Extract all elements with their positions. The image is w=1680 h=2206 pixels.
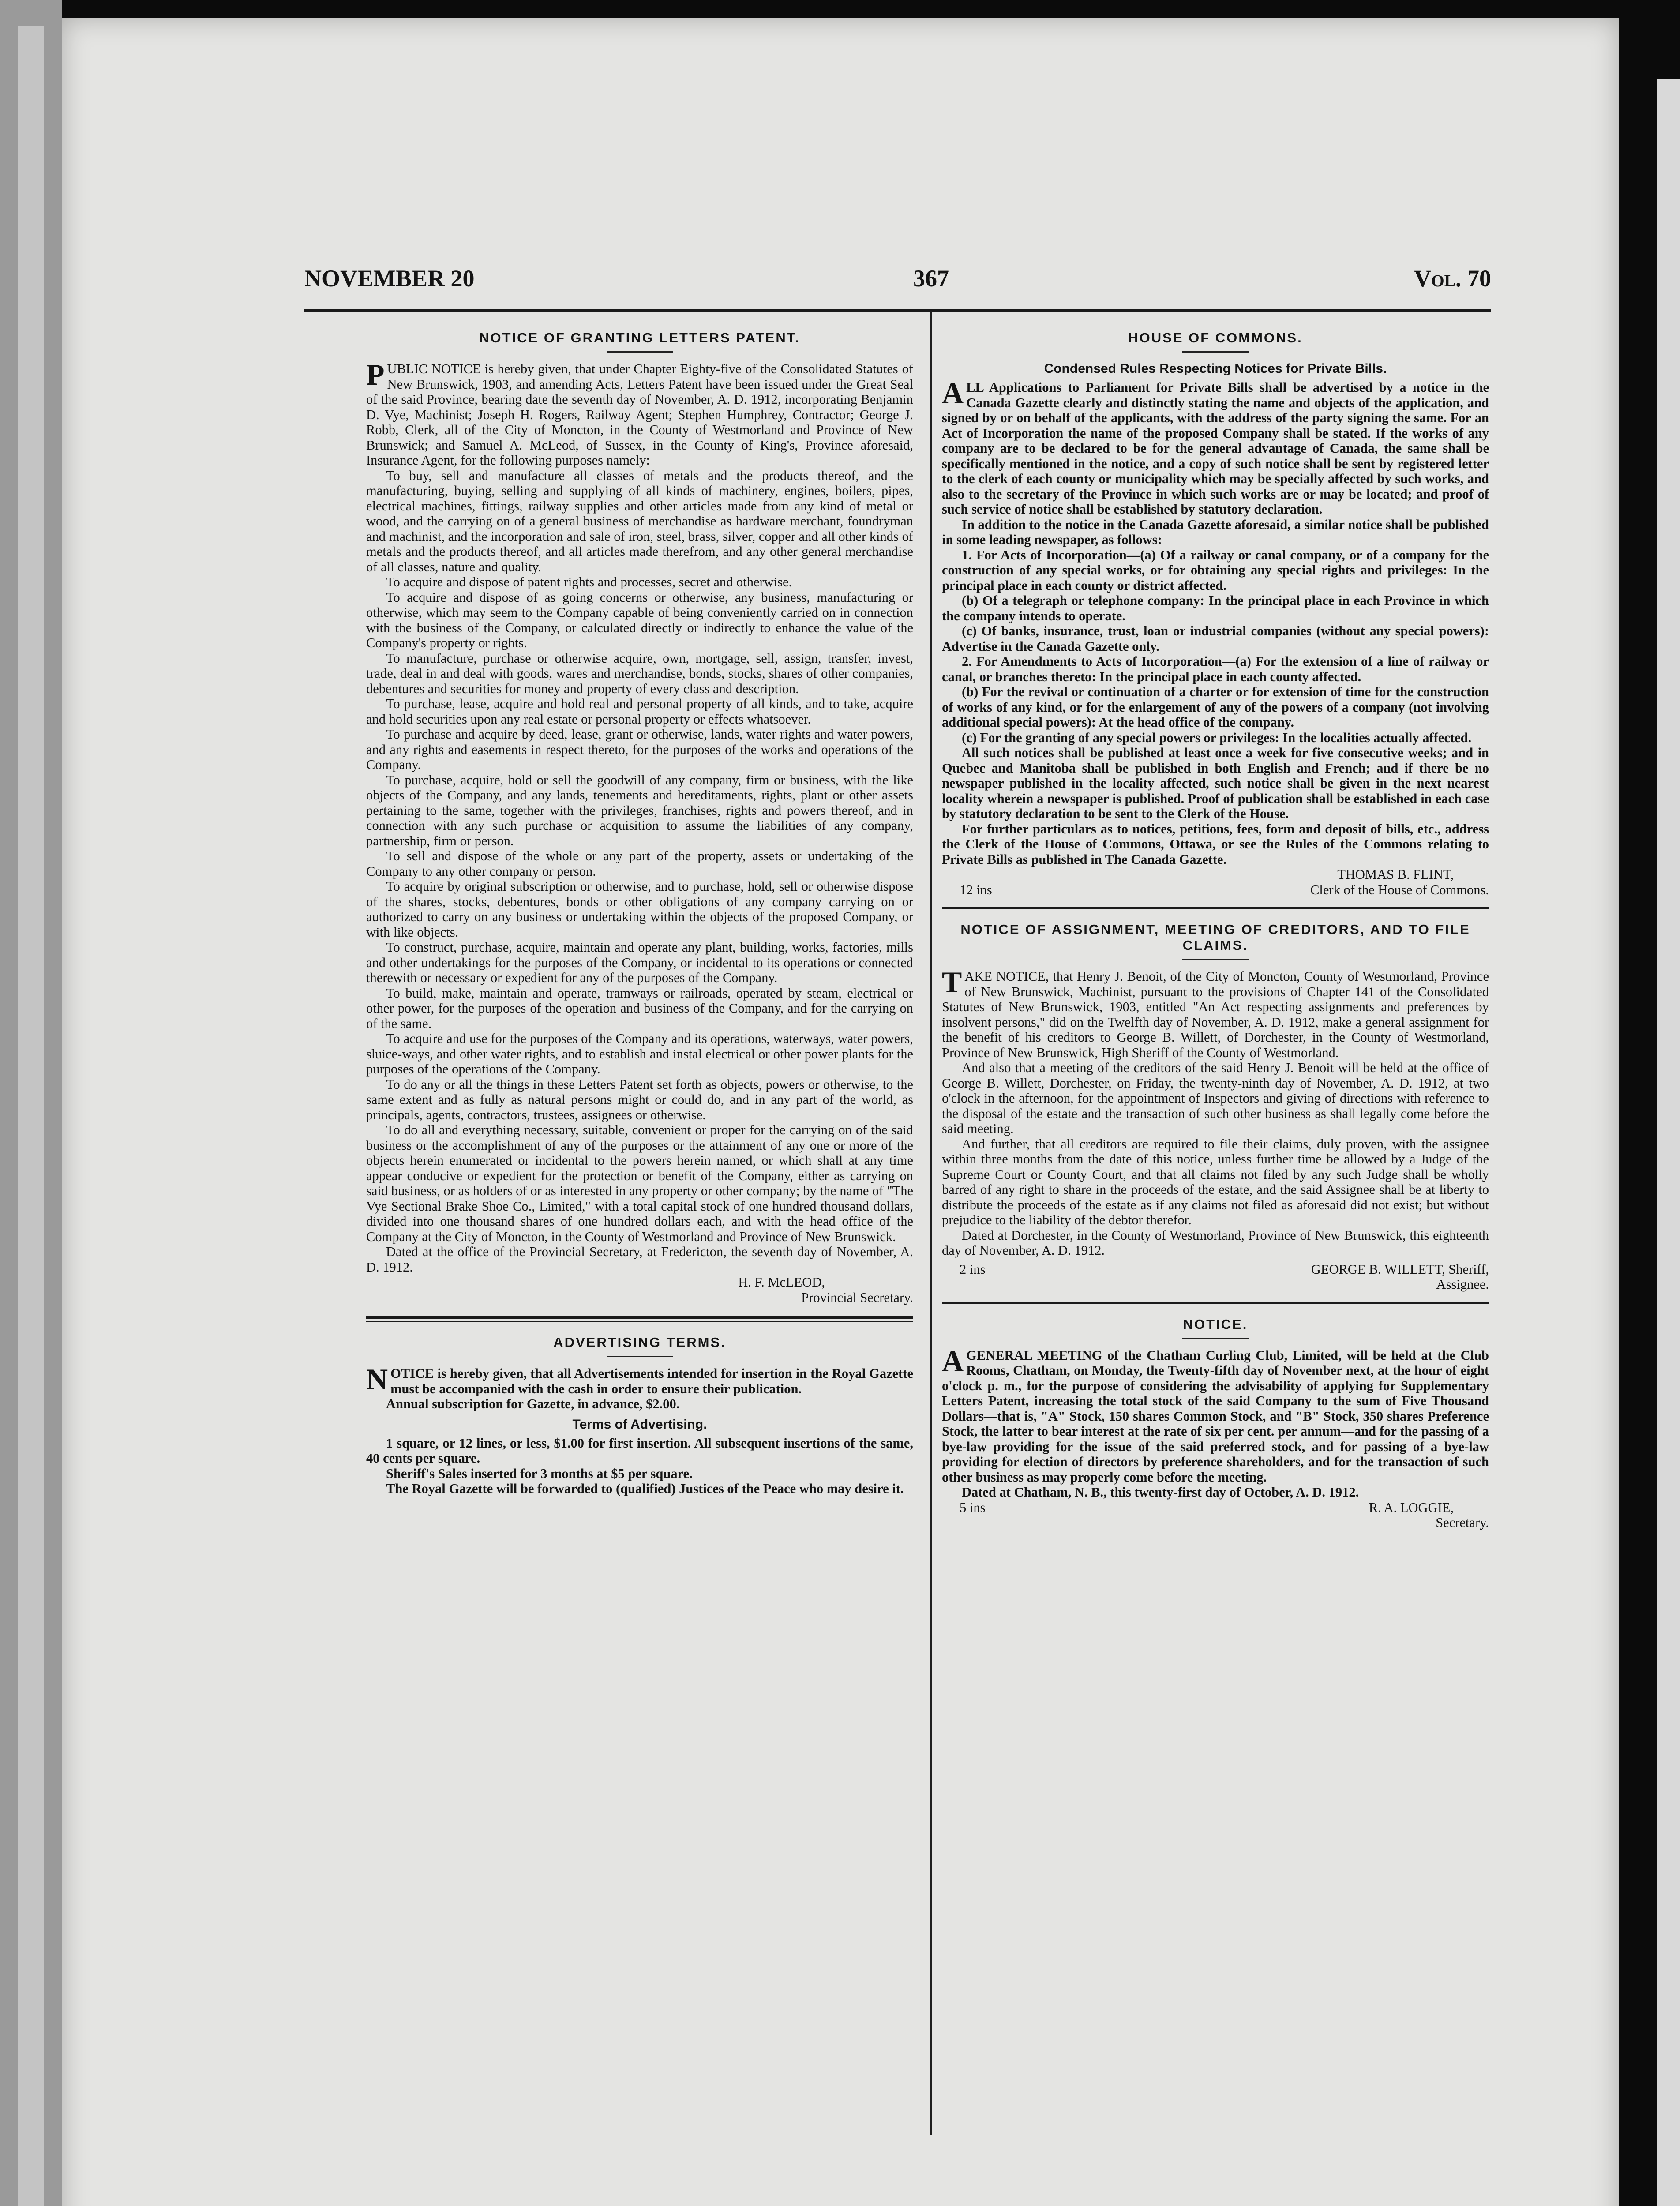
insertion-count: 12 ins bbox=[960, 882, 992, 897]
paragraph: To purchase, lease, acquire and hold real and personal property of all kinds, and to take, acquire and hold securities upon any real estate or personal property or effects whatsoever. bbox=[366, 696, 913, 727]
drop-cap: A bbox=[942, 1344, 964, 1378]
paragraph: To build, make, maintain and operate, tramways or railroads, operated by steam, electrical or other power, for the purposes of the operation and business of the Company, and for the carrying on of the same. bbox=[366, 985, 913, 1031]
title-rule bbox=[1182, 351, 1249, 353]
paragraph: 1. For Acts of Incorporation—(a) Of a railway or canal company, or of a company for the construction of any special works, or for obtaining any special rights and privileges: In the principal place in each county or district affected. bbox=[942, 547, 1489, 593]
section-subtitle: Condensed Rules Respecting Notices for Private Bills. bbox=[1044, 361, 1387, 376]
dated-line: Dated at Dorchester, in the County of Westmorland, Province of New Brunswick, this eighteenth day of November, A. D. 1912. bbox=[942, 1227, 1489, 1258]
paragraph: (b) For the revival or continuation of a charter or for extension of time for the construction of works of any kind, or for the enlargement of any of the powers of a company (not involving additional special powers): At the head office of the company. bbox=[942, 684, 1489, 730]
terms-line: Sheriff's Sales inserted for 3 months at $5 per square. bbox=[386, 1466, 693, 1481]
signer-name: R. A. LOGGIE, bbox=[1369, 1500, 1454, 1515]
paragraph: To acquire and use for the purposes of the Company and its operations, waterways, water powers, sluice-ways, and other water rights, and to establish and instal electrical or other power plants for the purposes of the operations of the Company. bbox=[366, 1031, 913, 1077]
terms-subheading: Terms of Advertising. bbox=[572, 1417, 707, 1432]
intro-paragraph: TAKE NOTICE, that Henry J. Benoit, of the City of Moncton, County of Westmorland, Province of New Brunswick, Machinist, pursuant to the provisions of Chapter 141 of the Consolidated Statutes of New Brunswick, 1903, entitled "An Act respecting assignments and preferences by insolvent persons," did on the Twelfth day of November, A. D. 1912, make a general assignment for the benefit of his creditors to George B. Willett, of Dorchester, in the County of Westmorland, Province of New Brunswick, High Sheriff of the County of Westmorland. bbox=[942, 965, 1489, 1060]
notice-body bbox=[366, 358, 913, 1275]
section-title: NOTICE OF ASSIGNMENT, MEETING OF CREDITORS, AND TO FILE CLAIMS. bbox=[960, 922, 1470, 953]
section-divider bbox=[942, 1302, 1489, 1304]
paragraph: (c) For the granting of any special powers or privileges: In the localities actually affected. bbox=[962, 730, 1472, 745]
notice-body bbox=[366, 1362, 913, 1412]
paragraph: To do any or all the things in these Letters Patent set forth as objects, powers or otherwise, to the same extent and as fully as natural persons might or could do, and in any part of the world, as principals, agents, contractors, trustees, assignees or otherwise. bbox=[366, 1077, 913, 1122]
paragraph: All such notices shall be published at least once a week for five consecutive weeks; and in Quebec and Manitoba shall be published in both English and French; and if there be no newspaper published in the locality affected, such notice shall be given in the next nearest locality wherein a newspaper is published. Proof of publication shall be established in each case by statutory declaration to be sent to the Clerk of the House. bbox=[942, 745, 1489, 821]
paragraph: To construct, purchase, acquire, maintain and operate any plant, building, works, factories, mills and other undertakings for the purposes of the Company, or incidental to its operations or connected therewith or necessary or expedient for any of the purposes of the Company. bbox=[366, 940, 913, 985]
paragraph: For further particulars as to notices, petitions, fees, form and deposit of bills, etc., address the Clerk of the House of Commons, Ottawa, or see the Rules of the Commons relating to Private Bills as published in The Canada Gazette. bbox=[942, 821, 1489, 867]
terms-body bbox=[366, 1436, 913, 1497]
terms-line: 1 square, or 12 lines, or less, $1.00 for first insertion. All subsequent insertions of the same, 40 cents per square. bbox=[366, 1435, 913, 1466]
title-rule bbox=[1182, 1338, 1249, 1339]
section-title: NOTICE. bbox=[1183, 1316, 1248, 1332]
paragraph: (c) Of banks, insurance, trust, loan or industrial companies (without any special powers): Advertise in the Canada Gazette only. bbox=[942, 623, 1489, 654]
insertion-count: 5 ins bbox=[960, 1500, 986, 1515]
adjacent-page-shadow bbox=[18, 26, 44, 2206]
notice-body bbox=[942, 1344, 1489, 1500]
header-rule bbox=[304, 309, 1491, 312]
drop-cap: P bbox=[366, 358, 385, 391]
paragraph: To purchase, acquire, hold or sell the goodwill of any company, firm or business, with the like objects of the Company, and any lands, tenements and hereditaments, rights, plant or other assets pertaining to the same, together with the privileges, franchises, rights and powers thereof, and in connection with any such purchase or acquisition to assume the liabilities of any company, partnership, firm or person. bbox=[366, 772, 913, 848]
signer-title: Assignee. bbox=[1436, 1277, 1489, 1292]
intro-paragraph: ALL Applications to Parliament for Private Bills shall be advertised by a notice in the Canada Gazette clearly and distinctly stating the name and objects of the application, and signed by or on behalf of the applicants, with the address of the party signing the same. For an Act of Incorporation the name of the proposed Company shall be stated. If the works of any company are to be declared to be for the general advantage of Canada, the same shall be specifically mentioned in the notice, and a copy of such notice shall be sent by registered letter to the clerk of each county or municipality which may be specially affected by such works, and also to the secretary of the Province in which such works are or may be located; and proof of such service of notice shall be established by statutory declaration. bbox=[942, 376, 1489, 517]
signer-name: THOMAS B. FLINT, bbox=[1337, 867, 1454, 882]
signature-row bbox=[942, 1500, 1489, 1516]
paragraph: To acquire and dispose of as going concerns or otherwise, any business, manufacturing or otherwise, which may seem to the Company capable of being conveniently carried on in connection with the business of the Company, or calculated directly or indirectly to enhance the value of the Company's property or rights. bbox=[366, 589, 913, 650]
curling-club-notice bbox=[942, 1317, 1489, 1531]
paragraph: In addition to the notice in the Canada Gazette aforesaid, a similar notice shall be published in some leading newspaper, as follows: bbox=[942, 517, 1489, 547]
title-rule bbox=[607, 1356, 673, 1357]
column-divider bbox=[930, 311, 932, 2135]
paragraph: And further, that all creditors are required to file their claims, duly proven, with the assignee within three months from the date of this notice, unless further time be allowed by a Judge of the Supreme Court or County Court, and that all claims not filed by any such Judge shall be wholly barred of any right to share in the proceeds of the estate, and the said Assignee shall be at liberty to distribute the proceeds of the estate as if any claims not filed as aforesaid did not exist; but without prejudice to the liability of the debtor therefor. bbox=[942, 1136, 1489, 1227]
signer-title: Secretary. bbox=[1436, 1515, 1489, 1530]
signer-name: GEORGE B. WILLETT, Sheriff, bbox=[1311, 1261, 1489, 1277]
dated-line: Dated at Chatham, N. B., this twenty-first day of October, A. D. 1912. bbox=[962, 1485, 1359, 1500]
subscription-line: Annual subscription for Gazette, in advance, $2.00. bbox=[386, 1396, 680, 1411]
page-number: 367 bbox=[913, 265, 949, 292]
signer-name: H. F. McLEOD, bbox=[738, 1275, 825, 1290]
drop-cap: A bbox=[942, 376, 964, 410]
signature-row bbox=[942, 1262, 1489, 1277]
volume-number: Vol. 70 bbox=[1414, 265, 1491, 292]
drop-cap: T bbox=[942, 965, 962, 999]
signature-row bbox=[942, 882, 1489, 898]
intro-paragraph: PUBLIC NOTICE is hereby given, that under Chapter Eighty-five of the Consolidated Statutes of New Brunswick, 1903, and amending Acts, Letters Patent have been issued under the Great Seal of the said Province, bearing date the seventh day of November, A. D. 1912, incorporating Benjamin D. Vye, Machinist; Joseph H. Rogers, Railway Agent; Stephen Humphrey, Contractor; George J. Robb, Clerk, all of the City of Moncton, in the County of Westmorland and Province of New Brunswick; and Samuel A. McLeod, of Sussex, in the County of King's, Province aforesaid, Insurance Agent, for the following purposes namely: bbox=[366, 358, 913, 468]
section-divider bbox=[366, 1316, 913, 1322]
intro-paragraph: A GENERAL MEETING of the Chatham Curling Club, Limited, will be held at the Club Rooms, Chatham, on Monday, the Twenty-fifth day of November next, at the hour of eight o'clock p. m., for the purpose of considering the advisability of applying for Supplementary Letters Patent, increasing the total stock of the said Company to the sum of Five Thousand Dollars—that is, "A" Stock, 150 shares Common Stock, and "B" Stock, 350 shares Preference Stock, the latter to bear interest at the rate of six per cent. per annum—and for the passing of a bye-law providing for the issue of the said preferred stock, and for passing of a bye-law providing for election of directors by preference shareholders, and for the transaction of such other business as may properly come before the meeting. bbox=[942, 1344, 1489, 1485]
letters-patent-notice bbox=[366, 330, 913, 1305]
paragraph: 2. For Amendments to Acts of Incorporation—(a) For the extension of a line of railway or canal, or branches thereto: In the principal place in each county affected. bbox=[942, 654, 1489, 684]
terms-line: The Royal Gazette will be forwarded to (qualified) Justices of the Peace who may desire it. bbox=[386, 1481, 904, 1496]
paragraph: To buy, sell and manufacture all classes of metals and the products thereof, and the manufacturing, buying, selling and supplying of all kinds of machinery, engines, boilers, pipes, electrical machines, fittings, railway supplies and other articles made from any kind of metal or wood, and the carrying on of a general business of merchandise as hardware merchant, foundryman and machinist, and the incorporation and sale of iron, steel, brass, silver, copper and all other kinds of metals and the products thereof, and all articles made therefrom, and any other general merchandise of all classes, nature and quality. bbox=[366, 468, 913, 574]
section-title: ADVERTISING TERMS. bbox=[553, 1335, 726, 1350]
section-title: HOUSE OF COMMONS. bbox=[1128, 330, 1303, 345]
notice-body bbox=[942, 965, 1489, 1258]
left-column bbox=[366, 318, 913, 2131]
paragraph: To purchase and acquire by deed, lease, grant or otherwise, lands, water rights and water powers, and any rights and easements in respect thereto, for the purposes of the works and operations of the Company. bbox=[366, 727, 913, 772]
right-column bbox=[942, 318, 1489, 2131]
intro-paragraph: NOTICE is hereby given, that all Advertisements intended for insertion in the Royal Gazette must be accompanied with the cash in order to ensure their publication. bbox=[366, 1362, 913, 1396]
paragraph: To acquire by original subscription or otherwise, and to purchase, hold, sell or otherwise dispose of the shares, stocks, debentures, bonds or other obligations of any company carrying on or authorized to carry on any business or undertaking within the objects of the proposed Company, or with like objects. bbox=[366, 879, 913, 940]
paragraph: To manufacture, purchase or otherwise acquire, own, mortgage, sell, assign, transfer, invest, trade, deal in and deal with goods, wares and merchandise, bonds, stocks, shares of other companies, debentures and securities for money and property of every class and description. bbox=[366, 650, 913, 696]
notice-body bbox=[942, 376, 1489, 867]
paragraph: To sell and dispose of the whole or any part of the property, assets or undertaking of the Company to any other company or person. bbox=[366, 848, 913, 879]
page-header bbox=[304, 265, 1491, 304]
paragraph: And also that a meeting of the creditors of the said Henry J. Benoit will be held at the office of George B. Willett, Dorchester, on Friday, the twenty-ninth day of November, A. D. 1912, at two o'clock in the afternoon, for the appointment of Inspectors and giving of directions with reference to the disposal of the estate and the transaction of such other business as shall legally come before the said meeting. bbox=[942, 1060, 1489, 1136]
signer-title: Clerk of the House of Commons. bbox=[1310, 882, 1489, 897]
paragraph: (b) Of a telegraph or telephone company: In the principal place in each Province in which the company intends to operate. bbox=[942, 593, 1489, 623]
header-date: NOVEMBER 20 bbox=[304, 265, 475, 292]
drop-cap: N bbox=[366, 1362, 388, 1396]
insertion-count: 2 ins bbox=[960, 1261, 986, 1277]
section-divider bbox=[942, 907, 1489, 909]
title-rule bbox=[607, 351, 673, 353]
advertising-terms bbox=[366, 1335, 913, 1497]
assignment-notice bbox=[942, 922, 1489, 1292]
next-page-edge bbox=[1657, 79, 1680, 2206]
signer-title: Provincial Secretary. bbox=[801, 1290, 913, 1305]
paragraph: To acquire and dispose of patent rights and processes, secret and otherwise. bbox=[386, 574, 792, 589]
house-of-commons-notice bbox=[942, 330, 1489, 897]
dated-line: Dated at the office of the Provincial Secretary, at Fredericton, the seventh day of November, A. D. 1912. bbox=[366, 1244, 913, 1275]
title-rule bbox=[1182, 959, 1249, 960]
paragraph: To do all and everything necessary, suitable, convenient or proper for the carrying on of the said business or the accomplishment of any of the purposes or the attainment of any one or more of the objects herein enumerated or incidental to the powers herein named, or which shall at any time appear conducive or expedient for the protection or benefit of the Company, either as carrying on said business, or as holders of or as interested in any property or other company; by the name of "The Vye Sectional Brake Shoe Co., Limited," with a total capital stock of one hundred thousand dollars, divided into one thousand shares of one hundred dollars each, and with the head office of the Company at the City of Moncton, in the County of Westmorland and Province of New Brunswick. bbox=[366, 1122, 913, 1244]
section-title: NOTICE OF GRANTING LETTERS PATENT. bbox=[479, 330, 800, 345]
